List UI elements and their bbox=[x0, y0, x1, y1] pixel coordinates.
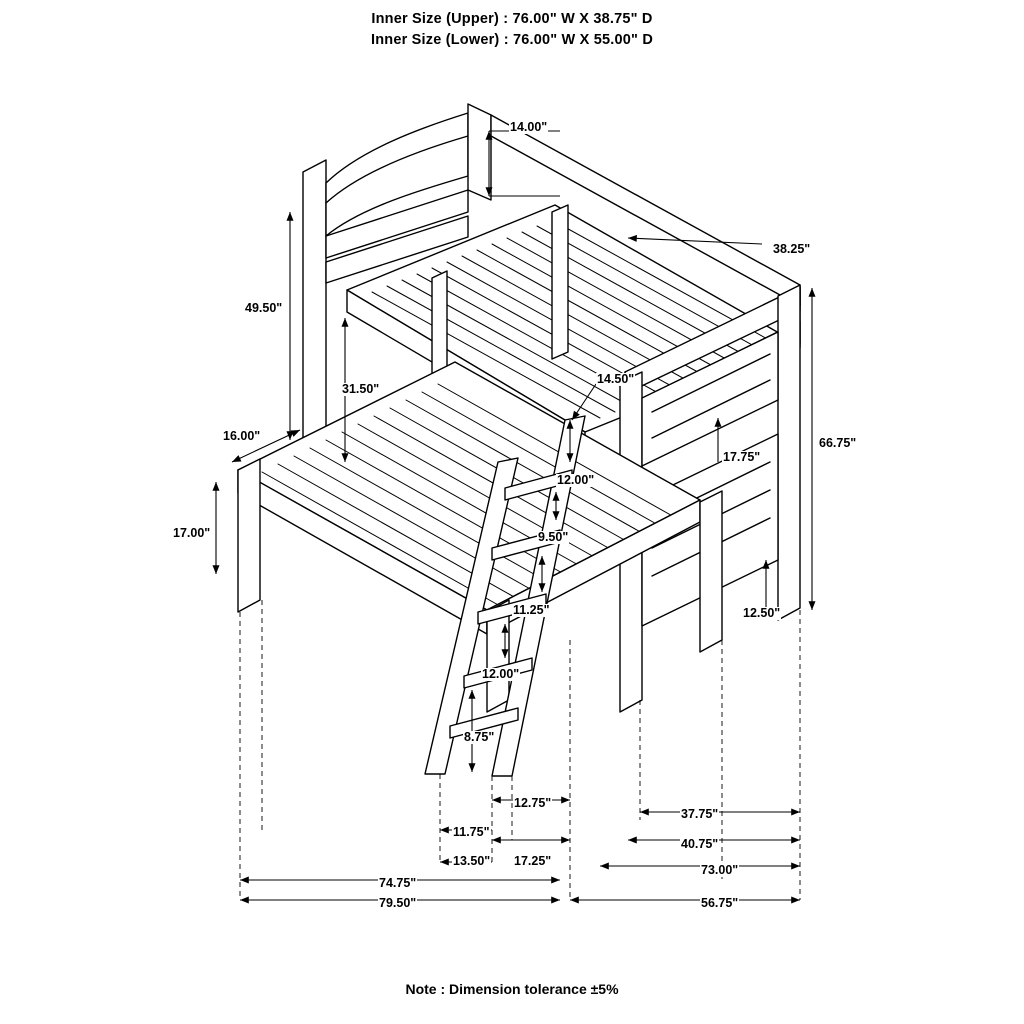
dimension-label-overall-depth: 56.75" bbox=[701, 896, 739, 910]
dimension-label-upper-post-offset: 14.50" bbox=[597, 372, 635, 386]
dimension-label-lower-guard-height: 17.75" bbox=[723, 450, 761, 464]
dimension-label-upper-bed-depth: 38.25" bbox=[773, 242, 811, 256]
dimension-label-lower-rail-bottom: 12.50" bbox=[743, 606, 781, 620]
dimension-label-upper-bed-length: 74.75" bbox=[379, 876, 417, 890]
dimension-label-right-leg-inset: 37.75" bbox=[681, 807, 719, 821]
tolerance-note: Note : Dimension tolerance ±5% bbox=[405, 981, 619, 997]
dimension-label-overall-length: 79.50" bbox=[379, 896, 417, 910]
dimension-label-ladder-rail-gap: 9.50" bbox=[538, 530, 569, 544]
dimension-label-ladder-bottom-step: 8.75" bbox=[464, 730, 495, 744]
dimension-label-lower-bed-depth: 73.00" bbox=[701, 863, 739, 877]
dimension-label-ladder-total-depth: 13.50" bbox=[453, 854, 491, 868]
dimension-label-lower-deck-height: 17.00" bbox=[173, 526, 211, 540]
dimension-label-ladder-step-gap: 11.25" bbox=[513, 603, 550, 617]
dimension-label-ladder-foot-depth: 12.75" bbox=[514, 796, 552, 810]
dimension-label-ladder-step-spacing-bot: 12.00" bbox=[482, 667, 520, 681]
dimension-label-upper-rail-height: 14.00" bbox=[510, 120, 548, 134]
dimension-label-ladder-front-offset: 11.75" bbox=[453, 825, 490, 839]
dimension-label-ladder-step-spacing-top: 12.00" bbox=[557, 473, 595, 487]
inner-size-upper-label: Inner Size (Upper) : 76.00" W X 38.75" D bbox=[371, 11, 653, 27]
dimension-label-ladder-rear-offset: 17.25" bbox=[514, 854, 552, 868]
inner-size-lower-label: Inner Size (Lower) : 76.00" W X 55.00" D bbox=[370, 32, 654, 48]
dimension-label-overall-height: 66.75" bbox=[819, 436, 857, 450]
dimension-label-overall-upper-height: 49.50" bbox=[245, 301, 283, 315]
dimension-label-lower-clearance: 31.50" bbox=[342, 382, 380, 396]
dimension-label-right-span: 40.75" bbox=[681, 837, 719, 851]
dimension-label-top-bunk-overhang: 16.00" bbox=[223, 429, 261, 443]
